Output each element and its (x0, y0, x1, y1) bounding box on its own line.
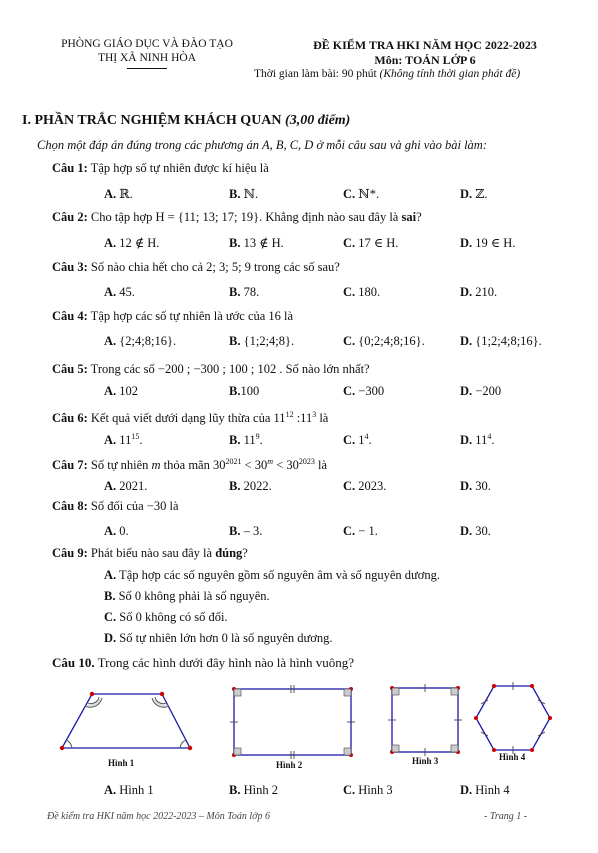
duration-note: (Không tính thời gian phát đề) (379, 68, 521, 80)
q3-option-c: C. 180. (343, 285, 381, 299)
q4-option-d: D. {1;2;4;8;16}. (460, 334, 542, 348)
exam-title: ĐỀ KIỂM TRA HKI NĂM HỌC 2022-2023 (313, 38, 537, 52)
q2-option-d: D. 19 ∈ H. (460, 236, 516, 250)
question-text: Tập hợp số tự nhiên được kí hiệu là (87, 161, 269, 175)
header-underline (127, 68, 167, 69)
q10-option-d: D. Hình 4 (460, 783, 510, 797)
section-points: (3,00 điểm) (285, 113, 351, 128)
q1-option-c: C. ℕ*. (343, 187, 380, 201)
footer-left: Đề kiểm tra HKI năm học 2022-2023 – Môn Toán lớp 6 (47, 811, 271, 822)
q4-option-b: B. {1;2;4;8}. (229, 334, 295, 348)
q8-option-b: B. – 3. (229, 524, 263, 538)
q5-option-c: C. −300 (343, 384, 385, 398)
duration-text: Thời gian làm bài: 90 phút (254, 68, 380, 80)
figure-rectangle (228, 683, 358, 761)
section-title-text: I. PHẦN TRẮC NGHIỆM KHÁCH QUAN (22, 113, 286, 128)
question-1 (52, 161, 269, 176)
q5-option-b: B.100 (229, 384, 260, 398)
q5-option-a: A. 102 (104, 384, 139, 398)
exam-duration (254, 68, 520, 80)
q7-option-d: D. 30. (460, 479, 491, 493)
q9-option-d: D. Số tự nhiên lớn hơn 0 là số nguyên dương. (104, 631, 333, 645)
question-8: Câu 8: Số đối của −30 là (52, 499, 179, 513)
figure-square (385, 682, 465, 760)
q6-option-c: C. $1^4$. (343, 432, 372, 448)
q3-option-a: A. 45. (104, 285, 135, 299)
figure-3-label: Hình 3 (412, 756, 439, 766)
q7-option-a: A. 2021. (104, 479, 148, 493)
q7-option-b: B. 2022. (229, 479, 272, 493)
question-3: Câu 3: Số nào chia hết cho cả 2; 3; 5; 9 trong các số sau? (52, 260, 340, 274)
q3-option-b: B. 78. (229, 285, 260, 299)
q4-option-a: A. {2;4;8;16}. (104, 334, 177, 348)
q6-option-b: B. $11^9$. (229, 432, 263, 448)
question-2: Câu 2: Cho tập hợp H = {11; 13; 17; 19}. Khẳng định nào sau đây là sai? (52, 210, 422, 224)
q1-option-d: D. ℤ. (460, 187, 488, 201)
q10-option-b: B. Hình 2 (229, 783, 278, 797)
footer-page-number: - Trang 1 - (484, 811, 528, 822)
q5-option-d: D. −200 (460, 384, 502, 398)
q10-option-c: C. Hình 3 (343, 783, 393, 797)
question-label: Câu 1: (52, 161, 88, 175)
section-instruction: Chọn một đáp án đúng trong các phương án A, B, C, D ở mỗi câu sau và ghi vào bài làm: (37, 138, 487, 152)
subject-title: Môn: TOÁN LỚP 6 (374, 53, 476, 67)
question-5: Câu 5: Trong các số −200 ; −300 ; 100 ; 102 . Số nào lớn nhất? (52, 362, 370, 376)
q8-option-d: D. 30. (460, 524, 491, 538)
question-6: Câu 6: Kết quả viết dưới dạng lũy thừa của $11^{12}$ $:11^3$ là (52, 410, 329, 426)
q6-option-d: D. $11^4$. (460, 432, 495, 448)
q1-option-b: B. ℕ. (229, 187, 259, 201)
q9-option-a: A. Tập hợp các số nguyên gồm số nguyên âm và số nguyên dương. (104, 568, 441, 582)
question-10: Câu 10. Trong các hình dưới đây hình nào là hình vuông? (52, 655, 355, 670)
q2-option-c: C. 17 ∈ H. (343, 236, 399, 250)
q7-option-c: C. 2023. (343, 479, 387, 493)
q8-option-a: A. 0. (104, 524, 129, 538)
figure-2-label: Hình 2 (276, 760, 303, 770)
question-9: Câu 9: Phát biểu nào sau đây là đúng? (52, 546, 248, 560)
district-name: THỊ XÃ NINH HÒA (97, 52, 197, 64)
q9-option-c: C. Số 0 không có số đối. (104, 610, 228, 624)
q9-option-b: B. Số 0 không phải là số nguyên. (104, 589, 270, 603)
q10-option-a: A. Hình 1 (104, 783, 154, 797)
department-name: PHÒNG GIÁO DỤC VÀ ĐÀO TẠO (61, 38, 233, 50)
q2-option-b: B. 13 ∉ H. (229, 236, 284, 250)
q4-option-c: C. {0;2;4;8;16}. (343, 334, 425, 348)
q1-option-a: A. ℝ. (104, 187, 133, 201)
question-7: Câu 7: Số tự nhiên m thỏa mãn $30^{2021} < 30^m < 30^{2023}$ là (52, 457, 328, 473)
figure-1-label: Hình 1 (108, 758, 135, 768)
figure-hexagon (470, 678, 556, 758)
q2-option-a: A. 12 ∉ H. (104, 236, 160, 250)
section-title (22, 113, 350, 129)
q6-option-a: A. $11^{15}$. (104, 432, 143, 448)
question-4: Câu 4: Tập hợp các số tự nhiên là ước của 16 là (52, 309, 294, 323)
q8-option-c: C. − 1. (343, 524, 378, 538)
q3-option-d: D. 210. (460, 285, 498, 299)
figure-trapezoid (55, 688, 205, 758)
figure-4-label: Hình 4 (499, 752, 526, 762)
